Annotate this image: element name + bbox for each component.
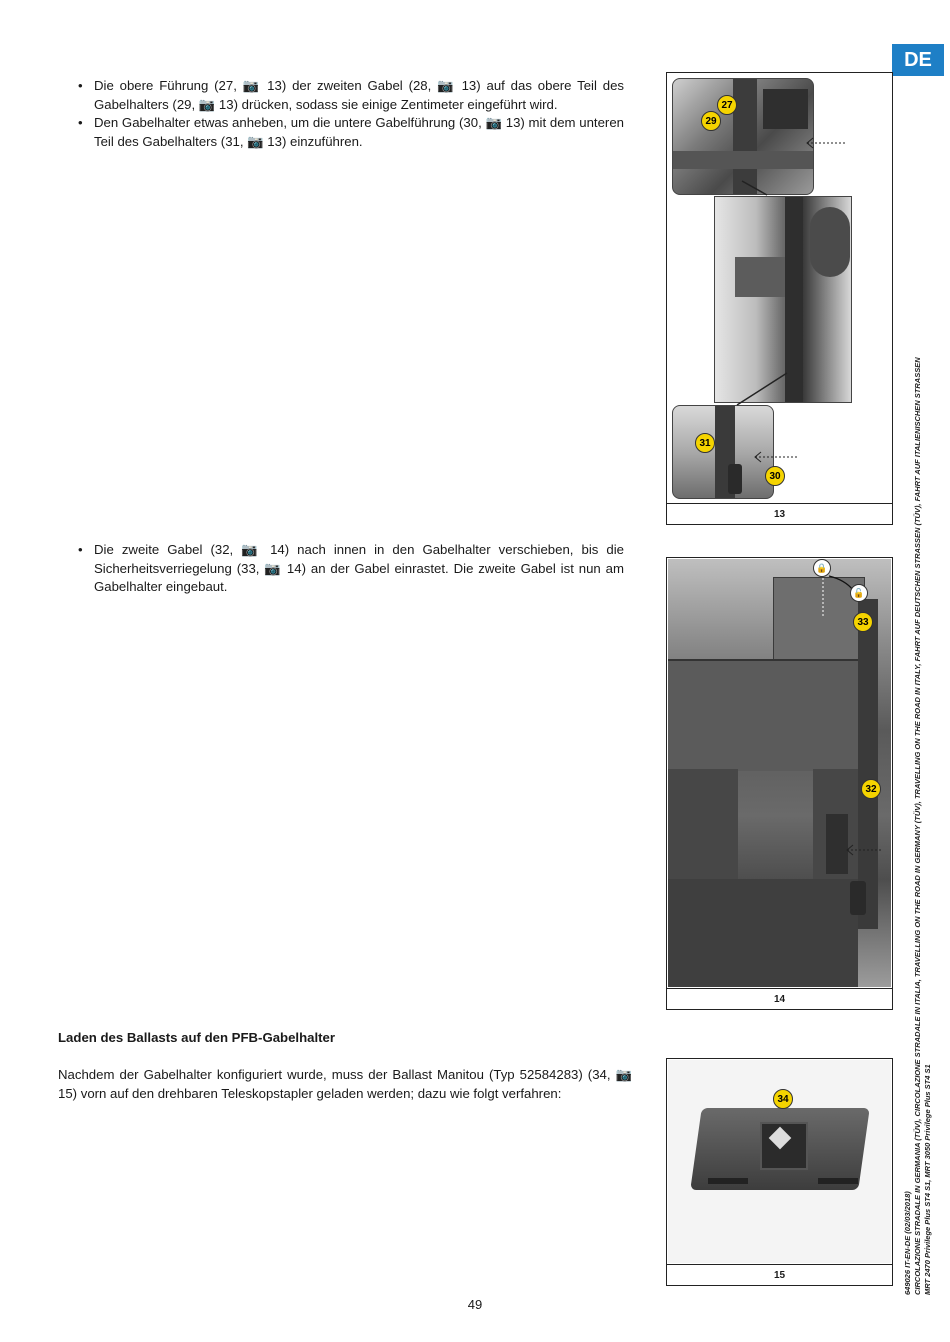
- instruction-list-2: [72, 541, 624, 597]
- marker-32: 32: [861, 779, 881, 799]
- section-heading: Laden des Ballasts auf den PFB-Gabelhalter: [58, 1030, 336, 1045]
- page-number: 49: [467, 1297, 483, 1312]
- instruction-list-1: [72, 77, 624, 151]
- language-tab: DE: [892, 44, 944, 76]
- body-paragraph: Nachdem der Gabelhalter konfiguriert wurde, muss der Ballast Manitou (Typ 52584283) (34, 📷 15) vorn auf den drehbaren Teleskopstapler geladen werden; dazu wie folgt verfahren:: [58, 1067, 632, 1101]
- figure-14: [666, 557, 893, 1010]
- footer-vertical-text: [903, 357, 933, 1295]
- figure-caption: 14: [667, 988, 892, 1009]
- doc-code: 649026 IT-EN-DE (02/03/2018): [903, 1191, 912, 1295]
- marker-33: 33: [853, 612, 873, 632]
- figure-caption: 15: [667, 1264, 892, 1285]
- instruction-item: • Die obere Führung (27, 📷 13) der zweiten Gabel (28, 📷 13) auf das obere Teil des Gabelhalters (29, 📷 13) drücken, sodass sie einige Zentimeter eingeführt wird.: [72, 77, 624, 114]
- marker-34: 34: [773, 1089, 793, 1109]
- figure-caption: 13: [667, 503, 892, 524]
- lock-icon: 🔒: [813, 559, 831, 577]
- instruction-item: • Die zweite Gabel (32, 📷 14) nach innen in den Gabelhalter verschieben, bis die Sicherheitsverriegelung (33, 📷 14) an der Gabel einrastet. Die zweite Gabel ist nun am Gabelhalter eingebaut.: [72, 541, 624, 597]
- doc-sections: CIRCOLAZIONE STRADALE IN GERMANIA (TÜV), CIRCOLAZIONE STRADALE IN ITALIA, TRAVELLING ON THE ROAD IN GERMANY (TÜV), TRAVELLING ON THE ROAD IN ITALY, FAHRT AUF DEUTSCHEN STRASSEN (TÜV), FAHRT AUF ITALIENISCHEN STRASSEN: [913, 357, 922, 1295]
- figure-13: [666, 72, 893, 525]
- instruction-item: • Den Gabelhalter etwas anheben, um die untere Gabelführung (30, 📷 13) mit dem unteren Teil des Gabelhalters (31, 📷 13) einzuführen.: [72, 114, 624, 151]
- marker-31: 31: [695, 433, 715, 453]
- marker-27: 27: [717, 95, 737, 115]
- figure-15: [666, 1058, 893, 1286]
- marker-29: 29: [701, 111, 721, 131]
- doc-models: MRT 2470 Privilege Plus ST4 S1, MRT 3050 Privilege Plus ST4 S1: [923, 1064, 932, 1295]
- marker-30: 30: [765, 466, 785, 486]
- unlock-icon: 🔓: [850, 584, 868, 602]
